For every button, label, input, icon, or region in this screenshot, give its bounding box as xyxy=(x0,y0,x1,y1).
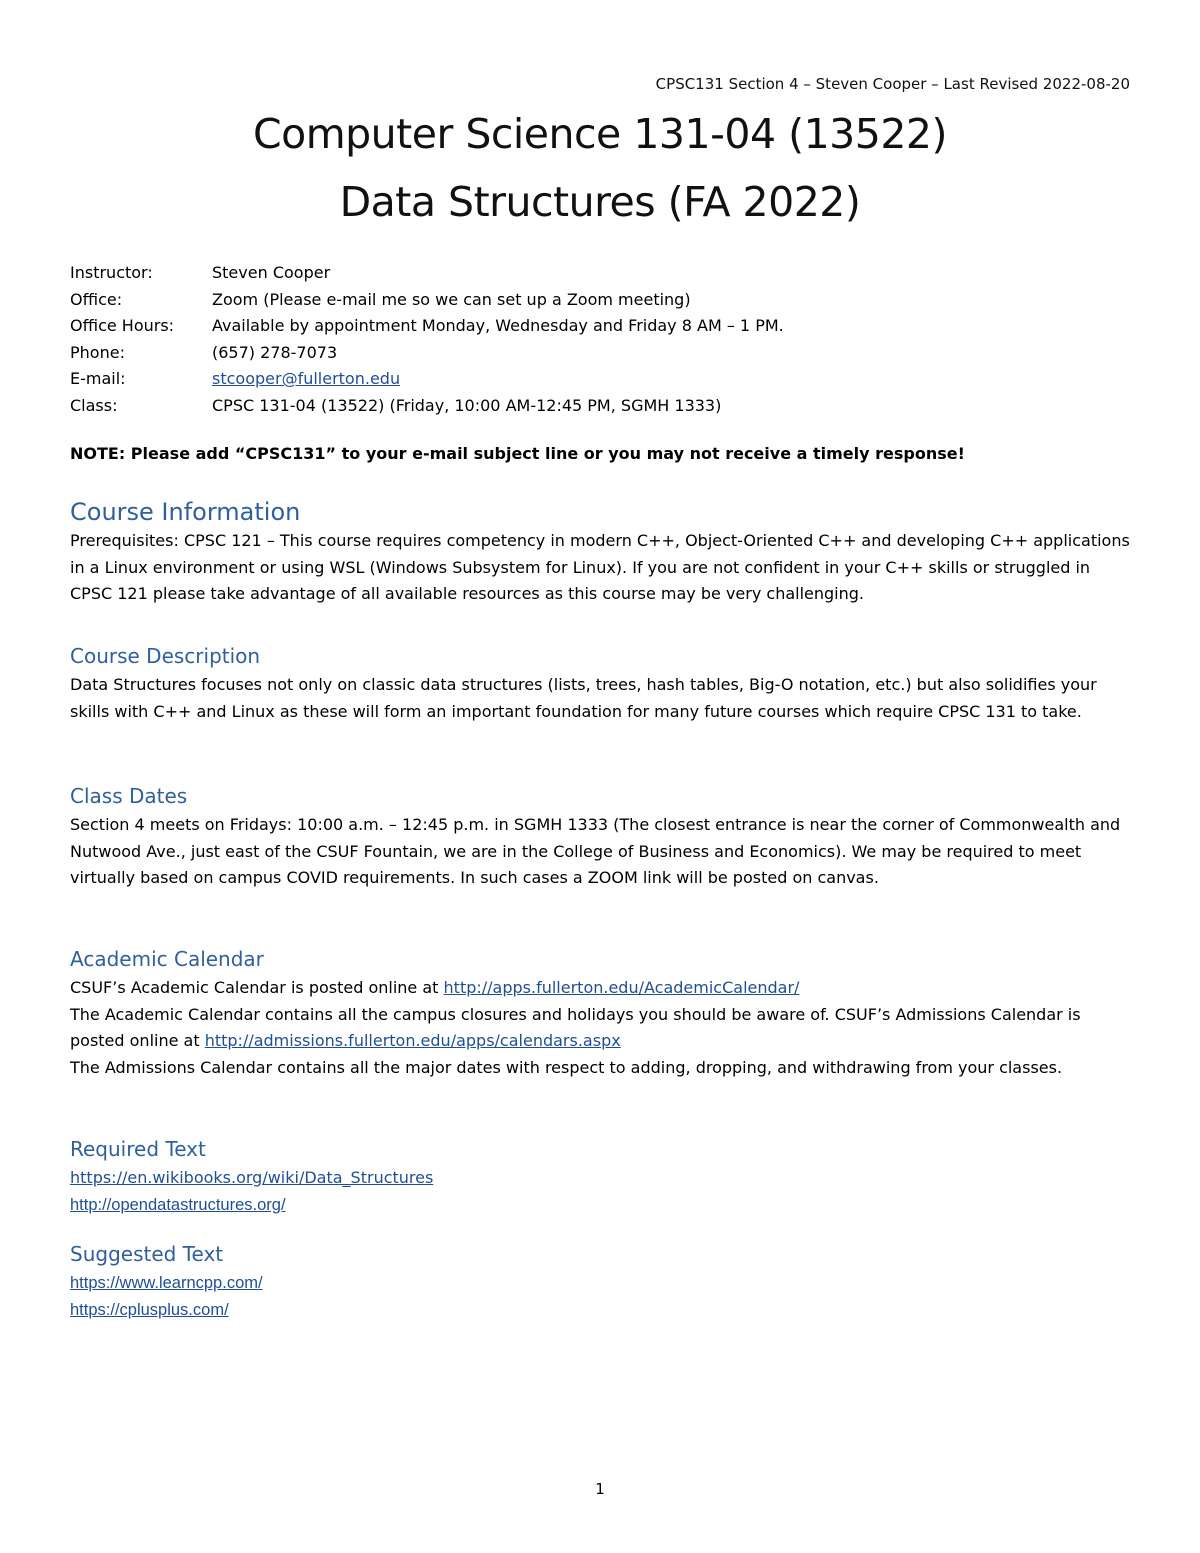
admissions-calendar-link[interactable]: http://admissions.fullerton.edu/apps/calendars.aspx xyxy=(204,1031,621,1050)
opendatastructures-link[interactable]: http://opendatastructures.org/ xyxy=(70,1195,286,1214)
email-link[interactable]: stcooper@fullerton.edu xyxy=(212,369,401,388)
section-heading: Suggested Text xyxy=(70,1242,224,1266)
info-row-hours xyxy=(70,313,784,340)
info-label: E-mail: xyxy=(70,369,126,388)
section-academic-calendar xyxy=(70,943,1130,1081)
info-value: (657) 278-7073 xyxy=(212,342,338,362)
section-text: Prerequisites: CPSC 121 – This course requires competency in modern C++, Object-Oriented C++ and developing C++ applications in a Linux environment or using WSL (Windows Subsystem for Linux). If you are not confident in your C++ skills or struggled in CPSC 121 please take advantage of all available resources as this course may be very challenging. xyxy=(70,531,1130,603)
section-required-text xyxy=(70,1133,1130,1218)
info-label: Office Hours: xyxy=(70,316,175,335)
page-number: 1 xyxy=(595,1480,605,1498)
info-row-phone xyxy=(70,340,784,367)
calendar-paragraph-1 xyxy=(70,975,1130,1002)
cplusplus-link[interactable]: https://cplusplus.com/ xyxy=(70,1300,229,1319)
section-course-description xyxy=(70,640,1130,725)
info-label: Office: xyxy=(70,289,123,309)
info-value: CPSC 131-04 (13522) (Friday, 10:00 AM-12:45 PM, SGMH 1333) xyxy=(212,395,722,415)
info-row-instructor xyxy=(70,260,784,287)
section-text: Section 4 meets on Fridays: 10:00 a.m. – 12:45 p.m. in SGMH 1333 (The closest entrance is near the corner of Commonwealth and Nutwood Ave., just east of the CSUF Fountain, we are in the College of Business and Economics). We may be required to meet virtually based on campus COVID requirements. In such cases a ZOOM link will be posted on canvas. xyxy=(70,815,1121,887)
document-subtitle: Data Structures (FA 2022) xyxy=(339,178,861,226)
info-label: Phone: xyxy=(70,342,125,362)
calendar-paragraph-3: The Admissions Calendar contains all the major dates with respect to adding, dropping, and withdrawing from your classes. xyxy=(70,1057,1063,1077)
email-note: NOTE: Please add “CPSC131” to your e-mail subject line or you may not receive a timely response! xyxy=(70,444,965,463)
section-suggested-text xyxy=(70,1238,1130,1323)
wikibooks-link[interactable]: https://en.wikibooks.org/wiki/Data_Structures xyxy=(70,1168,434,1187)
learncpp-link[interactable]: https://www.learncpp.com/ xyxy=(70,1274,263,1292)
section-heading: Course Information xyxy=(70,498,301,526)
calendar-paragraph-2 xyxy=(70,1002,1130,1055)
section-heading: Academic Calendar xyxy=(70,947,264,971)
running-header: CPSC131 Section 4 – Steven Cooper – Last Revised 2022-08-20 xyxy=(655,75,1130,93)
info-value: Zoom (Please e-mail me so we can set up a Zoom meeting) xyxy=(212,289,691,309)
info-label: Instructor: xyxy=(70,263,153,282)
info-label: Class: xyxy=(70,395,118,415)
text: The Academic Calendar contains all the campus closures and holidays you should be aware of. CSUF’s Admissions Calendar is posted online at xyxy=(70,1004,1081,1050)
section-course-information xyxy=(70,496,1130,608)
instructor-info xyxy=(70,260,784,419)
section-text: Data Structures focuses not only on classic data structures (lists, trees, hash tables, Big-O notation, etc.) but also solidifies your skills with C++ and Linux as these will form an important foundation for many future courses which require CPSC 131 to take. xyxy=(70,675,1097,721)
section-heading: Required Text xyxy=(70,1137,206,1161)
info-row-email xyxy=(70,366,784,393)
section-heading: Class Dates xyxy=(70,784,188,808)
section-heading: Course Description xyxy=(70,644,261,668)
text: CSUF’s Academic Calendar is posted online at xyxy=(70,978,444,997)
academic-calendar-link[interactable]: http://apps.fullerton.edu/AcademicCalendar/ xyxy=(443,978,800,997)
section-class-dates xyxy=(70,780,1130,892)
info-value: Available by appointment Monday, Wednesday and Friday 8 AM – 1 PM. xyxy=(212,316,784,335)
info-row-class xyxy=(70,393,784,420)
info-row-office xyxy=(70,287,784,314)
info-value: Steven Cooper xyxy=(212,263,331,282)
document-title: Computer Science 131-04 (13522) xyxy=(253,110,947,158)
